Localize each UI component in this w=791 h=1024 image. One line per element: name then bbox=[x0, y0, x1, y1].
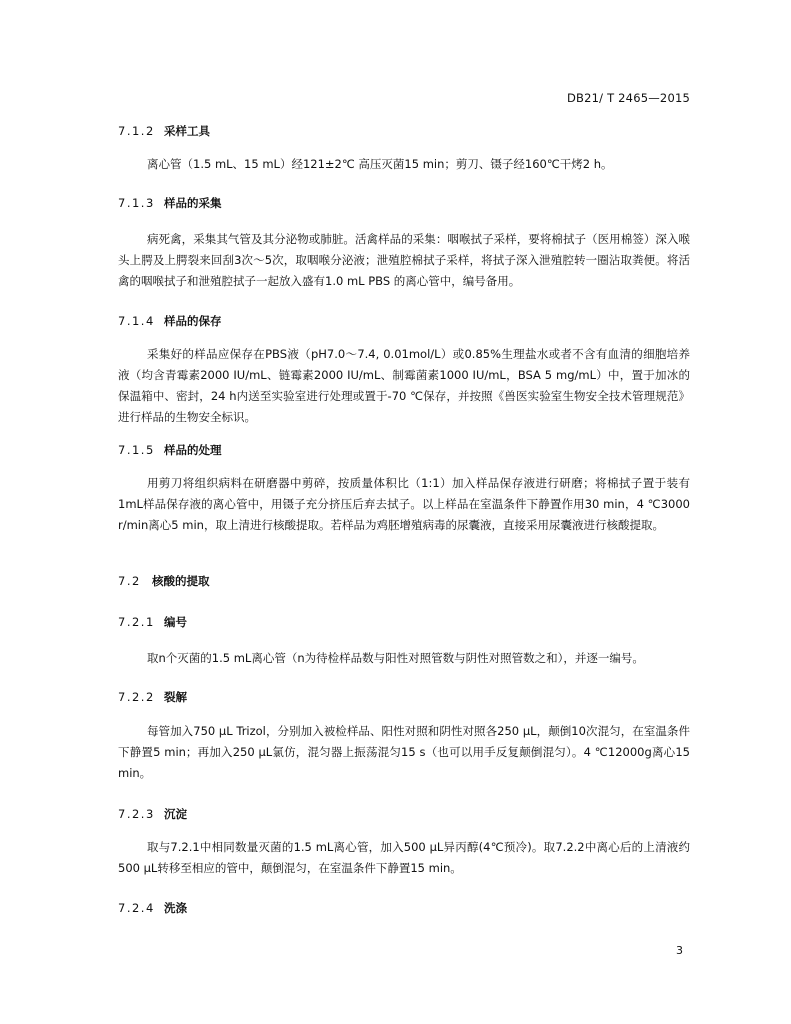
section-heading-7-1-2 bbox=[118, 123, 210, 139]
paragraph-sampling-tools: 离心管（1.5 mL、15 mL）经121±2℃ 高压灭菌15 min；剪刀、镊子经160℃干烤2 h。 bbox=[147, 157, 613, 171]
section-title: 沉淀 bbox=[164, 807, 187, 821]
section-number: 7.2.3 bbox=[118, 807, 155, 821]
section-title: 样品的处理 bbox=[164, 443, 222, 457]
document-code: DB21/ T 2465—2015 bbox=[566, 91, 690, 105]
section-title: 样品的保存 bbox=[164, 314, 222, 328]
section-heading-7-1-4 bbox=[118, 313, 222, 329]
section-title: 洗涤 bbox=[164, 901, 187, 915]
paragraph-numbering: 取n个灭菌的1.5 mL离心管（n为待检样品数与阳性对照管数与阴性对照管数之和），并逐一编号。 bbox=[147, 651, 644, 665]
section-number: 7.1.5 bbox=[118, 443, 155, 457]
section-title: 样品的采集 bbox=[164, 196, 222, 210]
paragraph-sample-storage: 采集好的样品应保存在PBS液（pH7.0～7.4, 0.01mol/L）或0.85%生理盐水或者不含有血清的细胞培养液（均含青霉素2000 IU/mL、链霉素2000 IU/mL、制霉菌素1000 IU/mL，BSA 5 mg/mL）中，置于加冰的保温箱中、密封，24 h内送至实验室进行处理或置于-70 ℃保存，并按照《兽医实验室生物安全技术管理规范》进行样品的生物安全标识。 bbox=[118, 347, 690, 424]
section-title: 核酸的提取 bbox=[152, 574, 210, 588]
section-heading-7-2-4 bbox=[118, 900, 187, 916]
section-title: 裂解 bbox=[164, 690, 187, 704]
section-number: 7.2.1 bbox=[118, 615, 155, 629]
section-heading-7-2 bbox=[118, 573, 210, 589]
paragraph-lysis: 每管加入750 µL Trizol，分别加入被检样品、阳性对照和阴性对照各250 µL，颠倒10次混匀，在室温条件下静置5 min；再加入250 µL氯仿，混匀器上振荡混匀15 s（也可以用手反复颠倒混匀）。4 ℃12000g离心15 min。 bbox=[118, 724, 690, 780]
page-number: 3 bbox=[676, 944, 683, 957]
section-number: 7.2.4 bbox=[118, 901, 155, 915]
section-number: 7.2 bbox=[118, 574, 141, 588]
section-title: 采样工具 bbox=[164, 124, 210, 138]
section-heading-7-2-1 bbox=[118, 614, 187, 630]
paragraph-precipitation: 取与7.2.1中相同数量灭菌的1.5 mL离心管，加入500 µL异丙醇(4℃预冷)。取7.2.2中离心后的上清液约500 µL转移至相应的管中，颠倒混匀，在室温条件下静置15 min。 bbox=[118, 840, 690, 875]
section-heading-7-1-3 bbox=[118, 195, 222, 211]
paragraph-sample-collection: 病死禽，采集其气管及其分泌物或肺脏。活禽样品的采集：咽喉拭子采样，要将棉拭子（医用棉签）深入喉头上腭及上腭裂来回刮3次～5次，取咽喉分泌液；泄殖腔棉拭子采样，将拭子深入泄殖腔转一圈沾取粪便。将活禽的咽喉拭子和泄殖腔拭子一起放入盛有1.0 mL PBS 的离心管中，编号备用。 bbox=[118, 232, 690, 288]
section-heading-7-1-5 bbox=[118, 442, 222, 458]
section-number: 7.1.4 bbox=[118, 314, 155, 328]
section-heading-7-2-2 bbox=[118, 689, 187, 705]
section-heading-7-2-3 bbox=[118, 806, 187, 822]
section-number: 7.2.2 bbox=[118, 690, 155, 704]
section-number: 7.1.2 bbox=[118, 124, 155, 138]
section-title: 编号 bbox=[164, 615, 187, 629]
section-number: 7.1.3 bbox=[118, 196, 155, 210]
paragraph-sample-processing: 用剪刀将组织病料在研磨器中剪碎，按质量体积比（1:1）加入样品保存液进行研磨；将棉拭子置于装有1mL样品保存液的离心管中，用镊子充分挤压后弃去拭子。以上样品在室温条件下静置作用30 min，4 ℃3000 r/min离心5 min，取上清进行核酸提取。若样品为鸡胚增殖病毒的尿囊液，直接采用尿囊液进行核酸提取。 bbox=[118, 476, 690, 532]
